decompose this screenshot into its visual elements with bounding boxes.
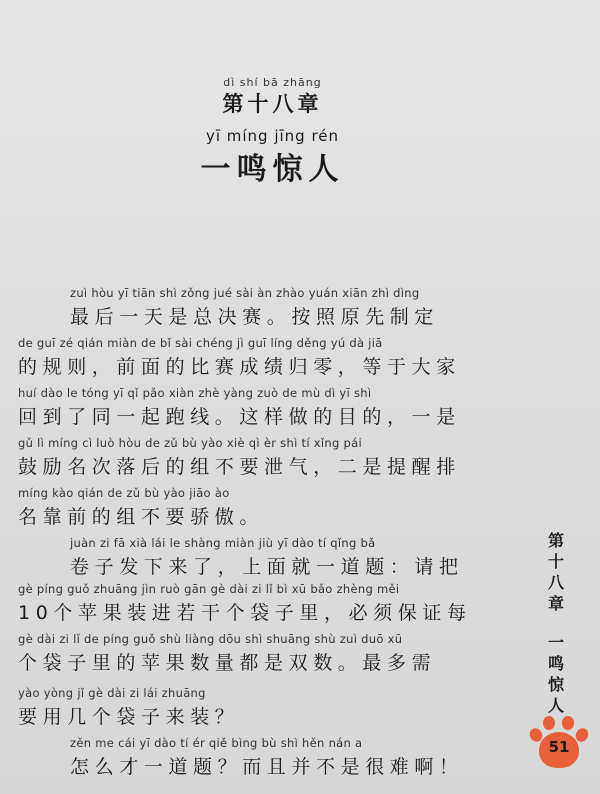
hanzi-row: 卷子发下来了，上面就一道题：请把	[70, 556, 464, 578]
hanzi-row: 个袋子里的苹果数量都是双数。最多需	[18, 652, 437, 674]
paw-toe-icon	[543, 716, 555, 730]
pinyin-row: yào yòng jǐ gè dài zi lái zhuāng	[18, 686, 206, 700]
text-line	[70, 736, 464, 779]
chapter-pinyin: dì shí bā zhāng	[223, 76, 322, 89]
paw-page-badge	[528, 712, 590, 774]
side-chapter-tab	[534, 530, 578, 716]
text-line	[18, 386, 461, 429]
pinyin-row: gè píng guǒ zhuāng jìn ruò gān gè dài zi lǐ bì xū bǎo zhèng měi	[18, 582, 400, 596]
text-line	[70, 286, 439, 329]
hanzi-row: 怎么才一道题？而且并不是很难啊！	[70, 756, 464, 778]
pinyin-row: zuì hòu yī tiān shì zǒng jué sài àn zhào yuán xiān zhì dìng	[70, 286, 420, 300]
hanzi-row: 的规则，前面的比赛成绩归零，等于大家	[18, 356, 461, 378]
hanzi-row: 最后一天是总决赛。按照原先制定	[70, 306, 440, 328]
chapter-heading: 第十八章	[222, 92, 323, 116]
pinyin-row: huí dào le tóng yī qǐ pǎo xiàn zhè yàng zuò de mù dì yī shì	[18, 386, 372, 400]
hanzi-row: 名靠前的组不要骄傲。	[18, 506, 265, 528]
pinyin-row: zěn me cái yī dào tí ér qiě bìng bù shì hěn nán a	[70, 736, 363, 750]
pinyin-row: gè dài zi lǐ de píng guǒ shù liàng dōu shì shuāng shù zuì duō xū	[18, 632, 403, 646]
pinyin-row: míng kào qián de zǔ bù yào jiāo ào	[18, 486, 230, 500]
side-tab-title: 一鸣惊人	[547, 633, 564, 715]
page-number: 51	[548, 738, 570, 756]
side-tab-chapter: 第十八章	[547, 531, 564, 613]
text-line	[18, 486, 264, 529]
text-line	[18, 336, 461, 379]
hanzi-row: 要用几个袋子来装？	[18, 706, 240, 728]
text-line	[18, 582, 472, 625]
pinyin-row: de guī zé qián miàn de bǐ sài chéng jì guī líng děng yú dà jiā	[18, 336, 383, 350]
title-pinyin: yī míng jīng rén	[205, 127, 340, 145]
chapter-title: 一鸣惊人	[200, 152, 345, 187]
pinyin-row: gǔ lì míng cì luò hòu de zǔ bù yào xiè qì èr shì tí xǐng pái	[18, 436, 362, 450]
text-line	[70, 536, 464, 579]
hanzi-row: 回到了同一起跑线。这样做的目的，一是	[18, 406, 461, 428]
hanzi-row: 10个苹果装进若干个袋子里，必须保证每	[18, 602, 472, 624]
text-line	[18, 632, 436, 675]
text-line	[18, 686, 239, 729]
pinyin-row: juàn zi fā xià lái le shàng miàn jiù yī dào tí qǐng bǎ	[70, 536, 376, 550]
text-line	[18, 436, 461, 479]
paw-toe-icon	[562, 716, 574, 730]
hanzi-row: 鼓励名次落后的组不要泄气，二是提醒排	[18, 456, 461, 478]
